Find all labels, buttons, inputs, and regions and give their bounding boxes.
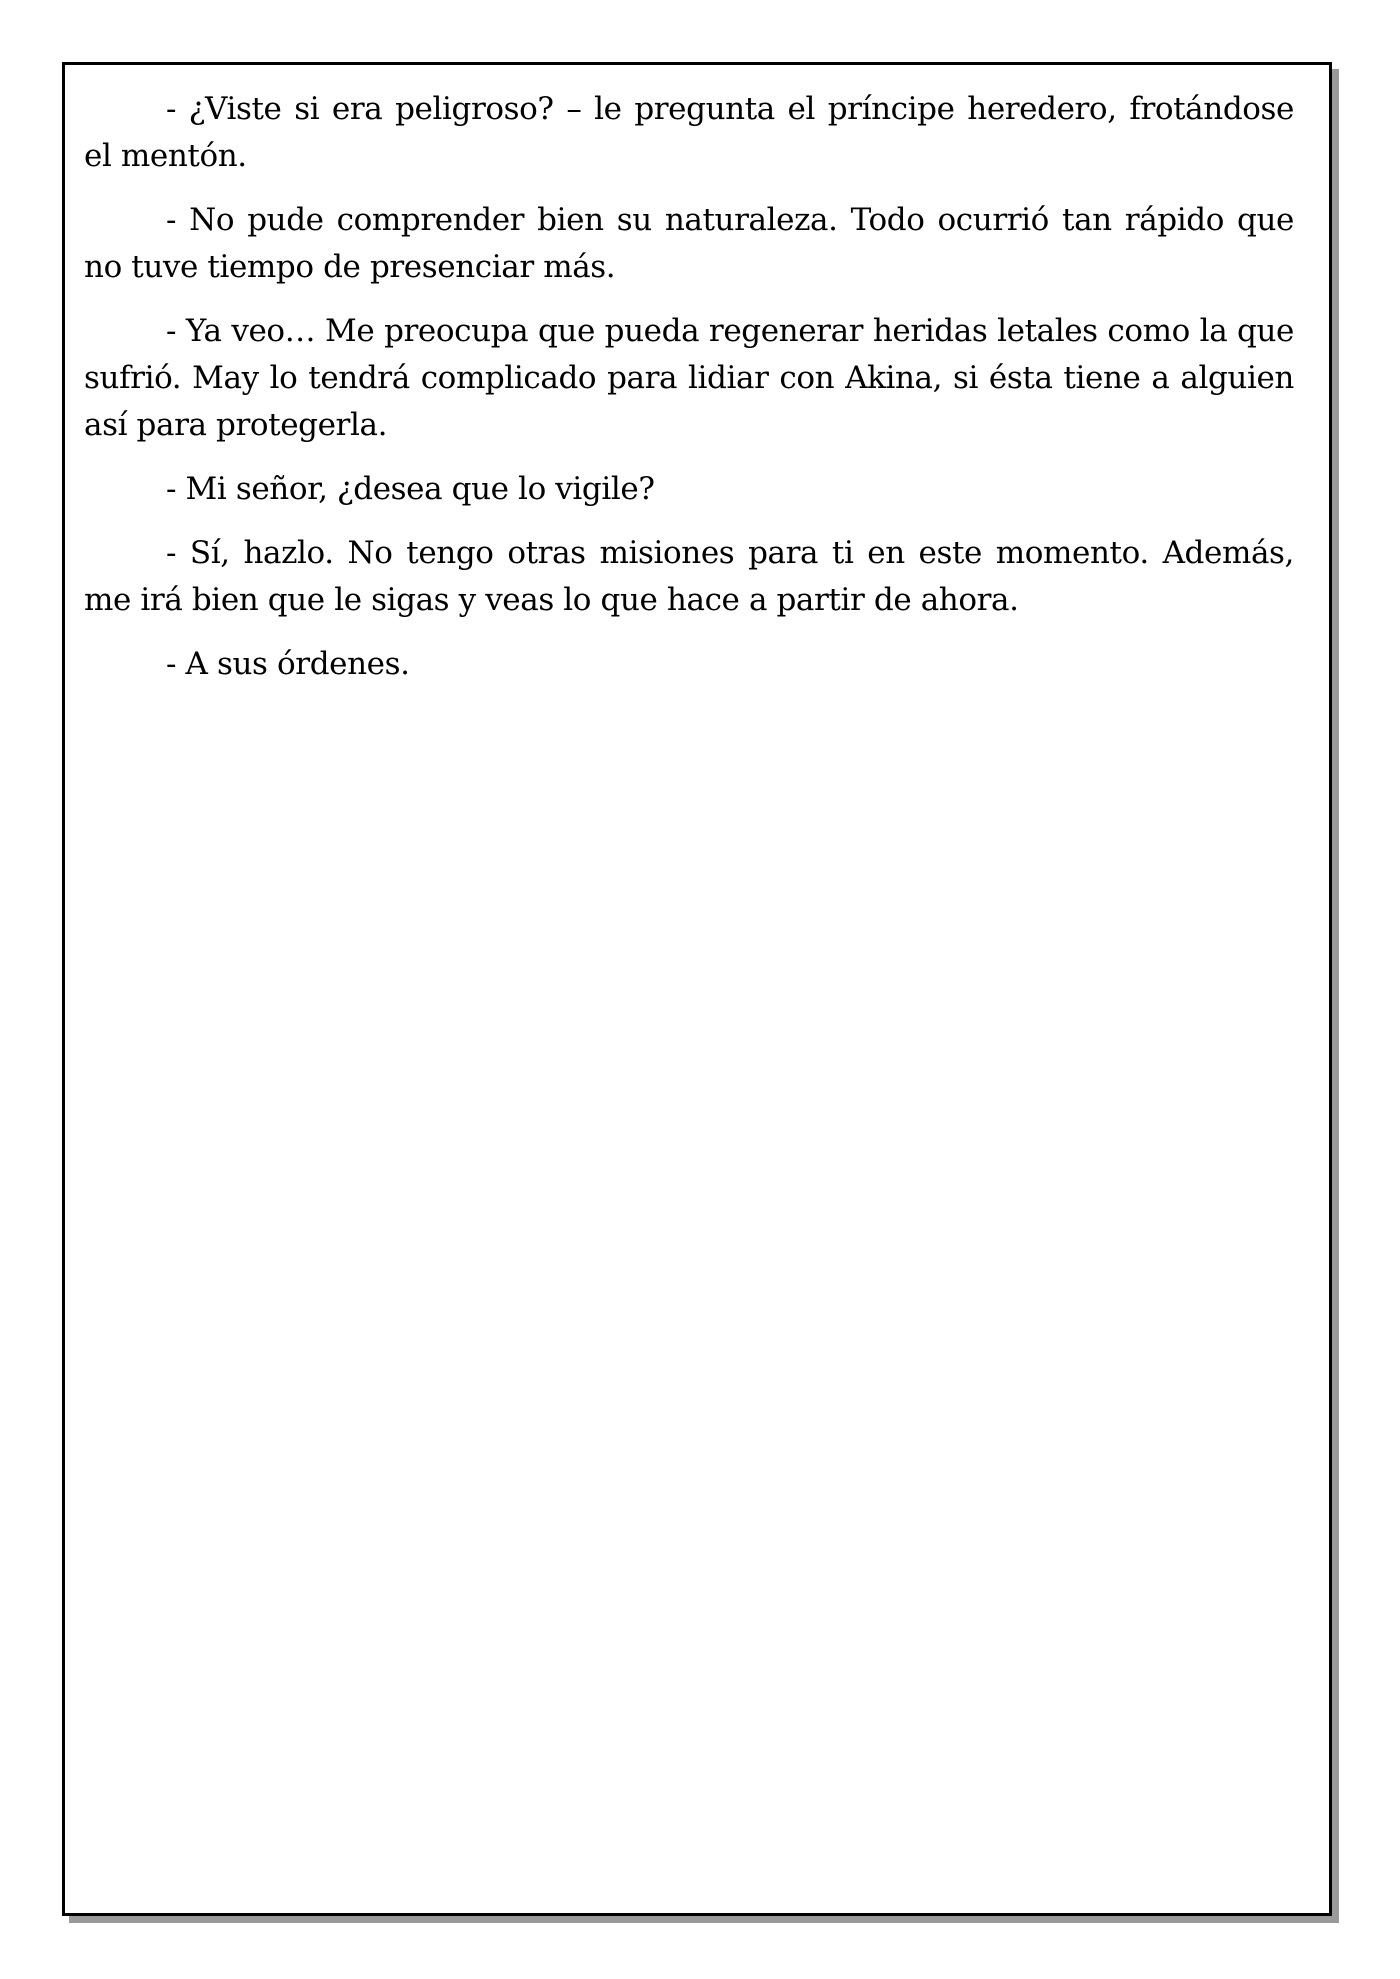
paragraph-6: - A sus órdenes. xyxy=(166,646,410,682)
paragraph-2: - No pude comprender bien su naturaleza. Todo ocurrió tan rápido que no tuve tiempo de presenciar más. xyxy=(84,202,1294,285)
paragraph-1: - ¿Viste si era peligroso? – le pregunta el príncipe heredero, frotándose el mentón. xyxy=(84,91,1294,174)
paragraph-3: - Ya veo… Me preocupa que pueda regenerar heridas letales como la que sufrió. May lo tendrá complicado para lidiar con Akina, si ésta tiene a alguien así para protegerla. xyxy=(84,313,1294,443)
paragraph-4: - Mi señor, ¿desea que lo vigile? xyxy=(166,471,655,507)
paragraph-5: - Sí, hazlo. No tengo otras misiones para ti en este momento. Además, me irá bien que le sigas y veas lo que hace a partir de ahora. xyxy=(84,535,1294,618)
document-body xyxy=(84,86,1294,705)
